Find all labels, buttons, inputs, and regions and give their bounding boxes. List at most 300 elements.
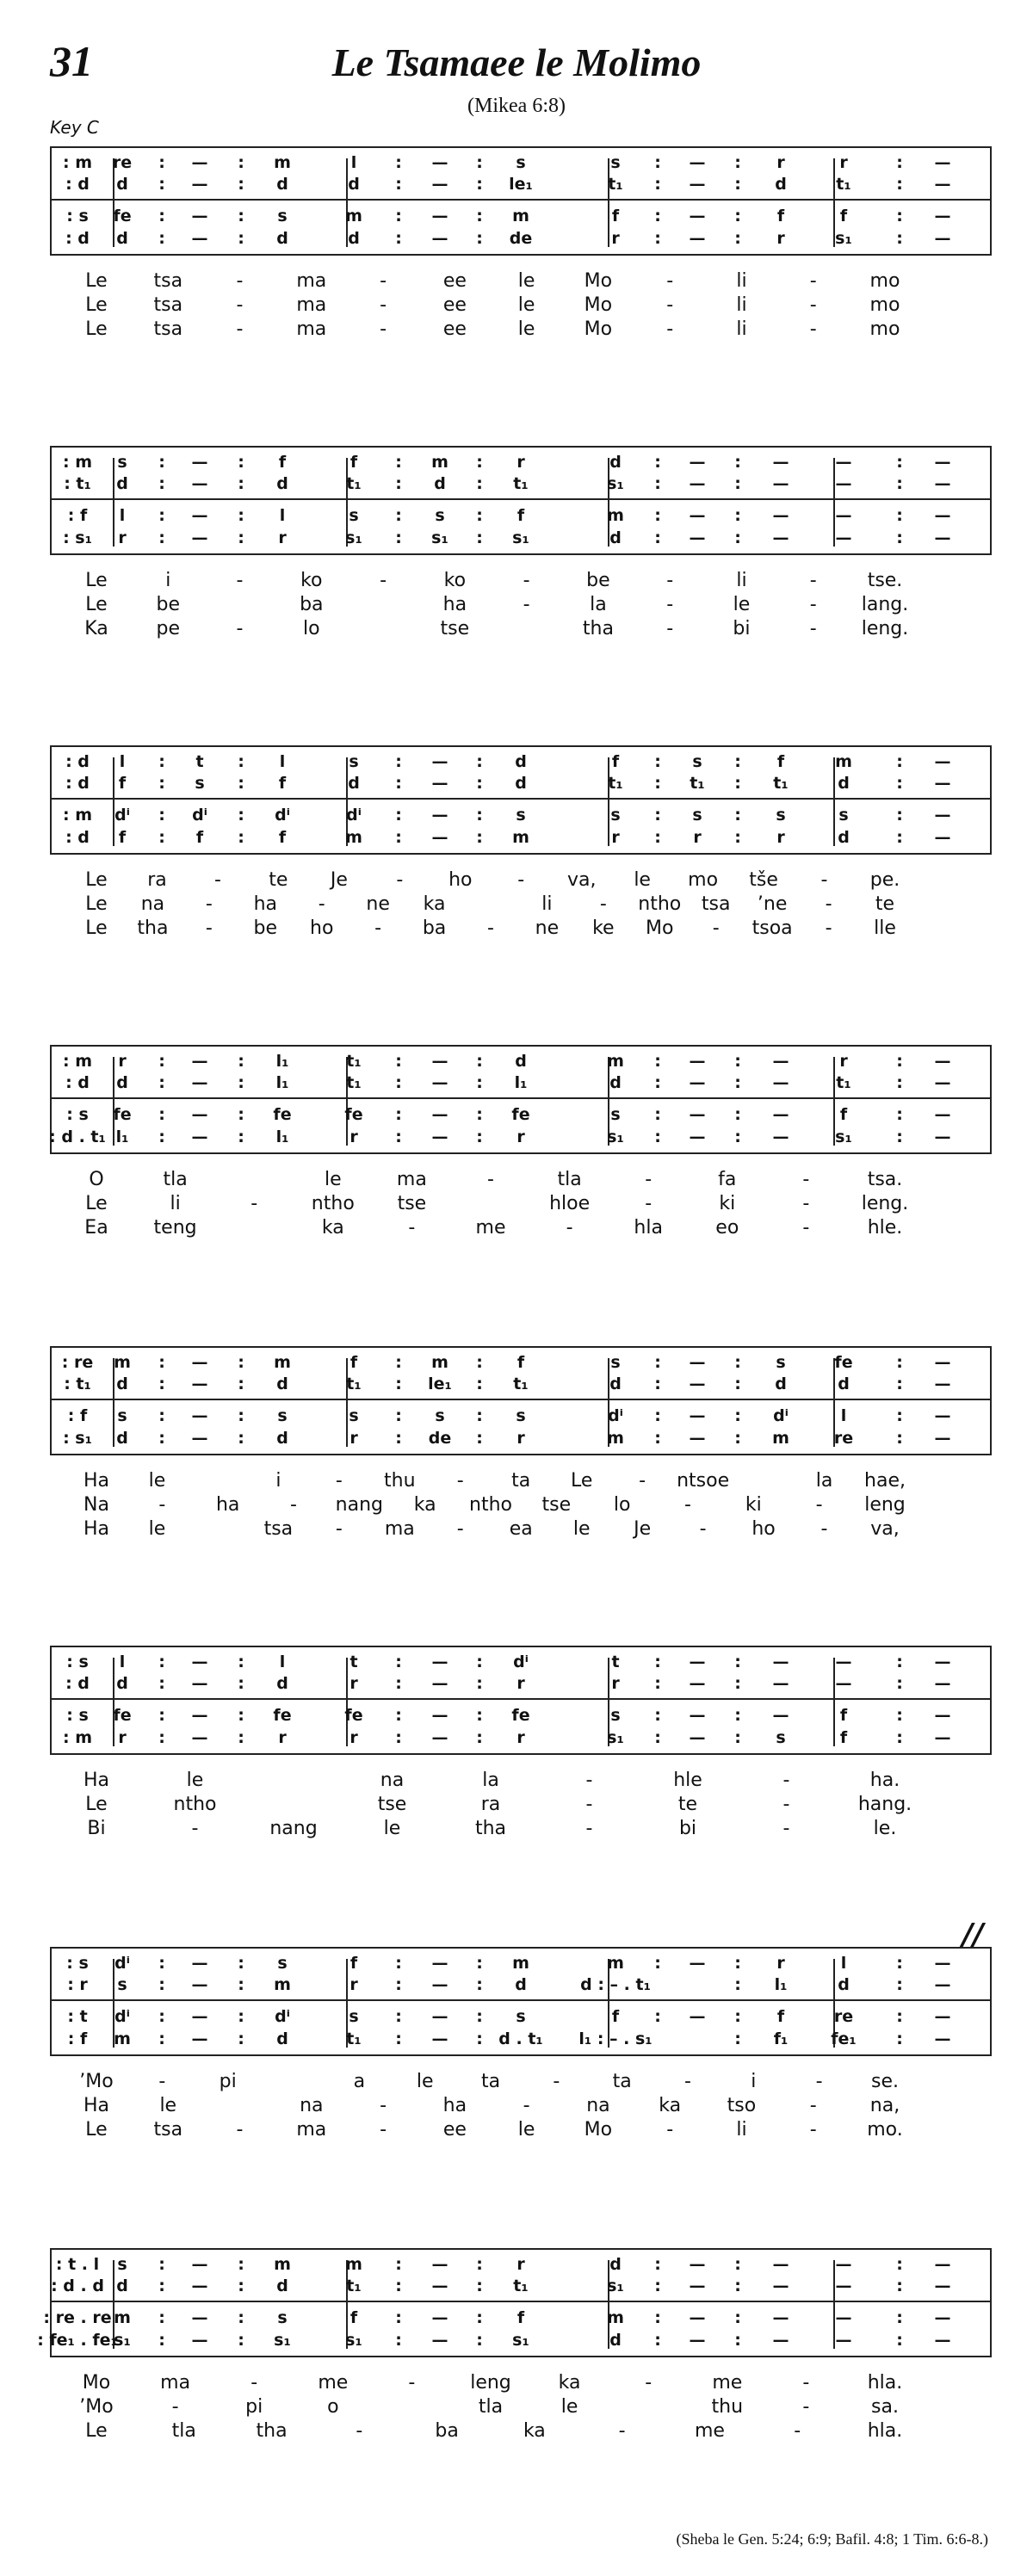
lyric-syllable: be <box>156 594 181 615</box>
lyric-syllable: thu <box>711 2396 744 2418</box>
lyric-syllable: le <box>416 2071 434 2092</box>
note-token: f <box>776 2007 785 2026</box>
note-token: — <box>689 1652 706 1671</box>
note-line <box>52 804 990 826</box>
lyric-syllable: - <box>599 893 607 915</box>
lyric-syllable: teng <box>153 1217 197 1239</box>
note-token: s <box>610 1706 621 1725</box>
note-token: : <box>395 2029 402 2048</box>
lyric-syllable: hla. <box>867 2372 903 2394</box>
lyric-syllable: - <box>318 893 325 915</box>
lyric-syllable: na <box>586 2095 610 2116</box>
lyric-syllable: nang <box>269 1818 318 1839</box>
lyric-syllable: Ka <box>84 618 108 639</box>
note-token: — <box>191 175 208 194</box>
note-token: fe <box>113 1706 132 1725</box>
note-token: m <box>512 828 529 847</box>
note-token: — <box>191 1728 208 1747</box>
note-token: : <box>395 1127 402 1146</box>
note-token: : <box>654 506 661 525</box>
lyric-syllable: le <box>517 294 535 316</box>
note-token: s <box>838 806 849 825</box>
note-token: d <box>838 828 850 847</box>
note-token: : <box>476 1406 483 1425</box>
note-token: : <box>896 1374 903 1393</box>
note-token: — <box>431 1073 448 1092</box>
note-token: : m <box>62 153 93 172</box>
lyric-syllable: Le <box>85 2119 108 2140</box>
note-line <box>52 205 990 227</box>
note-token: l <box>840 1406 847 1425</box>
lyric-syllable: - <box>380 2095 387 2116</box>
note-token: : <box>734 1406 741 1425</box>
note-token: : <box>238 1073 244 1092</box>
note-line <box>52 826 990 849</box>
note-token: t₁ <box>608 774 623 793</box>
note-line <box>52 2253 990 2276</box>
note-token: : <box>896 2331 903 2350</box>
staff-divider <box>52 1999 990 2001</box>
note-token: — <box>934 1073 951 1092</box>
verse-line <box>50 1818 992 1842</box>
note-token: : <box>158 1674 165 1693</box>
lyric-syllable: - <box>251 2372 258 2394</box>
note-token: : <box>896 2255 903 2274</box>
note-token: r <box>516 1127 525 1146</box>
lyric-syllable: lo <box>613 1494 631 1516</box>
note-token: : <box>395 2331 402 2350</box>
note-token: dⁱ <box>275 806 290 825</box>
note-token: : <box>395 453 402 472</box>
note-token: — <box>431 1954 448 1973</box>
note-token: d <box>276 2029 288 2048</box>
note-token: d <box>838 1374 850 1393</box>
note-token: : <box>654 1105 661 1124</box>
note-token: le₁ <box>428 1374 452 1393</box>
lyric-syllable: thu <box>384 1470 416 1492</box>
note-token: d <box>348 229 360 248</box>
verse-line <box>50 2071 992 2095</box>
lyric-syllable: i <box>165 570 171 591</box>
lyric-syllable: na <box>300 2095 324 2116</box>
lyric-syllable: - <box>487 1169 494 1190</box>
note-token: : <box>238 1706 244 1725</box>
lyric-syllable: tla <box>163 1169 188 1190</box>
note-token: — <box>191 474 208 493</box>
note-token: : <box>395 1706 402 1725</box>
lyric-syllable: o <box>327 2396 339 2418</box>
lyric-syllable: - <box>666 570 674 591</box>
note-token: s <box>516 153 526 172</box>
note-token: : <box>158 1975 165 1994</box>
note-token: : <box>734 774 741 793</box>
lyric-syllable: la <box>482 1770 499 1791</box>
note-token: fe <box>344 1105 363 1124</box>
note-token: : t₁ <box>64 474 91 493</box>
note-token: : <box>158 2255 165 2274</box>
lyric-syllable: leng. <box>861 618 909 639</box>
note-token: : <box>896 453 903 472</box>
note-token: : <box>896 1429 903 1448</box>
note-token: t₁ <box>513 2276 529 2295</box>
lyric-syllable: li <box>736 318 747 340</box>
note-token: — <box>934 1374 951 1393</box>
lyric-syllable: - <box>380 318 387 340</box>
lyric-syllable: - <box>456 1518 464 1540</box>
lyric-syllable: - <box>566 1217 573 1239</box>
lyric-syllable: - <box>782 1794 790 1815</box>
note-token: s₁ <box>114 2331 131 2350</box>
lyric-syllable: tsoa <box>752 917 793 939</box>
note-token: : <box>734 1353 741 1372</box>
note-token: : <box>158 1052 165 1071</box>
note-token: — <box>934 1052 951 1071</box>
note-token: d <box>775 1374 787 1393</box>
note-token: : <box>476 1674 483 1693</box>
lyric-syllable: - <box>380 270 387 292</box>
lyric-syllable: - <box>335 1518 343 1540</box>
note-token: d <box>276 1429 288 1448</box>
lyric-syllable: lle <box>874 917 896 939</box>
note-token: : <box>158 1706 165 1725</box>
note-token: fe <box>273 1706 292 1725</box>
lyric-syllable: - <box>666 2119 674 2140</box>
note-token: : f <box>67 506 88 525</box>
note-line <box>52 2028 990 2050</box>
lyric-syllable: ke <box>592 917 615 939</box>
note-token: s <box>610 1105 621 1124</box>
note-token: : s <box>66 1652 89 1671</box>
note-token: — <box>772 2255 789 2274</box>
note-token: : <box>734 1954 741 1973</box>
note-token: : <box>476 207 483 225</box>
note-token: — <box>934 828 951 847</box>
note-token: : <box>238 1674 244 1693</box>
note-token: : <box>476 175 483 194</box>
note-token: t₁ <box>346 1374 362 1393</box>
note-token: — <box>934 229 951 248</box>
note-token: r <box>839 1052 848 1071</box>
note-token: : <box>734 153 741 172</box>
note-token: fe <box>273 1105 292 1124</box>
note-token: : <box>476 828 483 847</box>
note-token: : <box>395 774 402 793</box>
note-token: : <box>734 1105 741 1124</box>
note-token: d <box>515 774 527 793</box>
note-token: — <box>689 506 706 525</box>
lyric-syllable: tse <box>377 1794 407 1815</box>
lyric-syllable: ntho <box>173 1794 217 1815</box>
note-token: dⁱ <box>608 1406 623 1425</box>
note-token: l₁ <box>275 1052 289 1071</box>
note-token: t <box>195 752 204 771</box>
lyric-syllable: na, <box>869 2095 900 2116</box>
note-token: l <box>119 506 126 525</box>
note-token: s <box>195 774 205 793</box>
note-token: : s <box>66 1706 89 1725</box>
note-token: : t . l <box>55 2255 100 2274</box>
note-token: t₁ <box>690 774 705 793</box>
note-token: — <box>934 528 951 547</box>
lyric-syllable: pe <box>156 618 181 639</box>
lyric-syllable: - <box>639 1470 646 1492</box>
lyric-syllable: le <box>186 1770 204 1791</box>
lyric-syllable: - <box>809 570 817 591</box>
note-token: — <box>431 2276 448 2295</box>
lyric-syllable: - <box>408 1217 416 1239</box>
note-token: : <box>896 474 903 493</box>
note-token: — <box>689 1429 706 1448</box>
note-token: m <box>345 828 362 847</box>
note-token: : <box>238 528 244 547</box>
note-line <box>52 2275 990 2297</box>
lyric-syllable: - <box>666 270 674 292</box>
note-token: l <box>279 752 286 771</box>
note-token: : <box>734 2255 741 2274</box>
lyric-syllable: ha. <box>869 1770 900 1791</box>
note-token: m <box>512 207 529 225</box>
note-token: : m <box>62 806 93 825</box>
note-token: d <box>609 2255 622 2274</box>
lyric-syllable: be <box>586 570 610 591</box>
note-token: d <box>116 1073 128 1092</box>
lyric-syllable: - <box>158 1494 166 1516</box>
note-token: : <box>238 2029 244 2048</box>
note-token: : <box>734 828 741 847</box>
lyric-syllable: Je <box>330 869 348 891</box>
note-token: m <box>345 207 362 225</box>
note-token: : <box>654 2276 661 2295</box>
lyric-syllable: tla <box>557 1169 582 1190</box>
note-token: : <box>476 2276 483 2295</box>
note-token: — <box>191 2276 208 2295</box>
note-token: — <box>772 474 789 493</box>
note-token: f₁ <box>773 2029 789 2048</box>
note-line <box>52 1672 990 1695</box>
note-token: s <box>349 1406 359 1425</box>
note-token: : <box>654 207 661 225</box>
note-token: — <box>689 2276 706 2295</box>
verse-line <box>50 2095 992 2119</box>
note-token: : <box>158 453 165 472</box>
note-token: r <box>776 1954 785 1973</box>
note-token: f <box>278 453 287 472</box>
note-token: : <box>476 1052 483 1071</box>
note-token: : <box>238 806 244 825</box>
note-token: — <box>689 2308 706 2327</box>
lyric-syllable: - <box>396 869 404 891</box>
lyric-syllable: - <box>236 618 244 639</box>
note-token: : <box>654 806 661 825</box>
note-token: d <box>838 1975 850 1994</box>
note-token: fe <box>113 207 132 225</box>
staff-divider <box>52 498 990 500</box>
note-token: s <box>277 1954 288 1973</box>
note-token: — <box>689 1706 706 1725</box>
note-token: : <box>158 528 165 547</box>
note-token: l <box>119 1652 126 1671</box>
note-token: — <box>431 774 448 793</box>
note-line <box>52 1704 990 1727</box>
lyric-syllable: - <box>712 917 720 939</box>
note-token: — <box>191 1706 208 1725</box>
scripture-reference: (Mikea 6:8) <box>467 95 566 117</box>
note-token: — <box>934 207 951 225</box>
note-token: s <box>692 806 702 825</box>
note-token: : <box>896 1127 903 1146</box>
note-token: — <box>191 1127 208 1146</box>
note-token: f <box>118 828 127 847</box>
lyric-syllable: Mo <box>584 318 613 340</box>
lyric-syllable: li <box>736 294 747 316</box>
lyric-syllable: tha <box>137 917 169 939</box>
lyric-syllable: Le <box>85 917 108 939</box>
lyric-syllable: Le <box>85 1193 108 1214</box>
note-token: — <box>934 752 951 771</box>
lyric-syllable: Je <box>634 1518 652 1540</box>
note-token: : <box>896 1706 903 1725</box>
note-token: de <box>428 1429 452 1448</box>
note-token: — <box>431 752 448 771</box>
lyric-syllable: ee <box>442 270 467 292</box>
note-token: — <box>191 1105 208 1124</box>
lyric-syllable: - <box>523 2095 530 2116</box>
note-token: d <box>609 1374 622 1393</box>
note-token: m <box>835 752 852 771</box>
note-token: : s <box>66 1954 89 1973</box>
note-token: : s₁ <box>63 1429 92 1448</box>
note-token: t₁ <box>608 175 623 194</box>
verse-line <box>50 1494 992 1518</box>
note-token: : <box>238 2308 244 2327</box>
lyric-syllable: Le <box>85 294 108 316</box>
note-token: : <box>896 1105 903 1124</box>
note-token: : <box>476 2308 483 2327</box>
note-token: — <box>934 1127 951 1146</box>
note-token: r <box>776 153 785 172</box>
staff-divider <box>52 199 990 201</box>
note-token: — <box>772 1674 789 1693</box>
note-token: f <box>516 1353 525 1372</box>
note-token: — <box>689 1105 706 1124</box>
lyric-syllable: - <box>585 1794 593 1815</box>
note-token: : <box>734 2276 741 2295</box>
lyric-syllable: tse. <box>867 570 903 591</box>
music-system <box>50 1346 992 1455</box>
note-token: — <box>431 2255 448 2274</box>
note-token: : <box>476 2331 483 2350</box>
note-token: — <box>431 2331 448 2350</box>
lyric-syllable: - <box>236 270 244 292</box>
note-token: : d <box>65 752 90 771</box>
lyric-syllable: nang <box>335 1494 383 1516</box>
note-token: t₁ <box>836 1073 851 1092</box>
note-token: — <box>835 1652 852 1671</box>
note-token: — <box>772 2276 789 2295</box>
note-token: re <box>833 1429 854 1448</box>
lyric-syllable: - <box>825 893 832 915</box>
note-token: : <box>896 752 903 771</box>
note-line <box>52 473 990 495</box>
note-token: r <box>278 528 287 547</box>
note-token: l₁ <box>514 1073 528 1092</box>
lyric-syllable: mo <box>869 318 900 340</box>
note-token: — <box>835 474 852 493</box>
note-token: — <box>689 1674 706 1693</box>
note-token: — <box>191 528 208 547</box>
note-token: : <box>476 1429 483 1448</box>
note-token: : <box>734 1652 741 1671</box>
note-token: : <box>395 828 402 847</box>
lyric-syllable: le <box>159 2095 177 2116</box>
note-token: — <box>431 806 448 825</box>
lyric-syllable: Mo <box>584 294 613 316</box>
note-token: : d . t₁ <box>49 1127 106 1146</box>
note-token: l₁ : – . s₁ <box>578 2029 653 2048</box>
lyric-syllable: tla <box>478 2396 504 2418</box>
note-token: f <box>839 1728 848 1747</box>
staff-divider <box>52 1698 990 1700</box>
lyric-syllable: Na <box>84 1494 109 1516</box>
note-token: t₁ <box>346 2029 362 2048</box>
lyric-syllable: na <box>140 893 165 915</box>
lyric-syllable: le <box>572 1518 591 1540</box>
note-token: m <box>274 2255 291 2274</box>
note-token: : <box>395 1429 402 1448</box>
verse-line <box>50 2396 992 2420</box>
note-token: : <box>158 1728 165 1747</box>
verse-line <box>50 594 992 618</box>
note-token: : <box>238 1374 244 1393</box>
note-token: l₁ <box>774 1975 788 1994</box>
lyric-syllable: - <box>380 294 387 316</box>
lyric-syllable: ho <box>448 869 473 891</box>
note-token: f <box>516 506 525 525</box>
note-token: — <box>934 2276 951 2295</box>
note-token: f <box>118 774 127 793</box>
note-token: m <box>114 2029 131 2048</box>
note-token: t₁ <box>346 1073 362 1092</box>
lyric-syllable: - <box>645 1169 653 1190</box>
note-token: : d . d <box>51 2276 104 2295</box>
music-system <box>50 745 992 855</box>
lyric-syllable: ta <box>511 1470 531 1492</box>
lyric-syllable: le <box>634 869 651 891</box>
note-token: f <box>349 1954 358 1973</box>
note-token: : <box>238 1975 244 1994</box>
lyric-syllable: - <box>782 1770 790 1791</box>
verse-line <box>50 318 992 343</box>
note-token: : <box>158 1127 165 1146</box>
note-token: : <box>896 774 903 793</box>
note-token: : <box>896 1052 903 1071</box>
note-token: : <box>654 1706 661 1725</box>
note-token: : <box>896 2029 903 2048</box>
verse-line <box>50 270 992 294</box>
note-token: d <box>609 1073 622 1092</box>
lyric-syllable: ma <box>296 318 327 340</box>
note-token: s <box>610 806 621 825</box>
note-token: : <box>654 1954 661 1973</box>
note-token: — <box>431 153 448 172</box>
note-token: t₁ <box>346 1052 362 1071</box>
note-token: : <box>896 1073 903 1092</box>
lyric-syllable: lang. <box>861 594 909 615</box>
lyric-syllable: eo <box>715 1217 739 1239</box>
note-token: : <box>734 207 741 225</box>
note-token: r <box>516 2255 525 2274</box>
lyric-syllable: Ha <box>83 1470 110 1492</box>
